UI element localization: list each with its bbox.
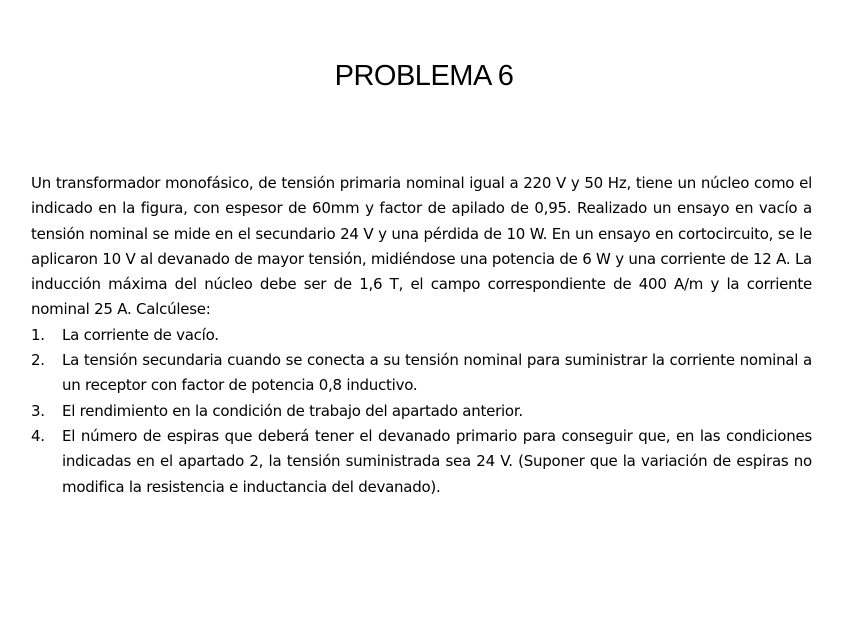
question-text: La tensión secundaria cuando se conecta a su tensión nominal para suministrar la corriente nominal a un receptor con factor de potencia 0,8 inductivo. [62,351,812,395]
problem-body [31,171,812,500]
problem-statement: Un transformador monofásico, de tensión primaria nominal igual a 220 V y 50 Hz, tiene un núcleo como el indicado en la figura, con espesor de 60mm y factor de apilado de 0,95. Realizado un ensayo en vacío a tensión nominal se mide en el secundario 24 V y una pérdida de 10 W. En un ensayo en cortocircuito, se le aplicaron 10 V al devanado de mayor tensión, midiéndose una potencia de 6 W y una corriente de 12 A. La inducción máxima del núcleo debe ser de 1,6 T, el campo correspondiente de 400 A/m y la corriente nominal 25 A. Calcúlese: [31,174,812,319]
question-number: 2. [31,351,45,370]
question-number: 3. [31,401,45,420]
question-text: La corriente de vacío. [62,325,219,344]
question-list [31,323,812,500]
question-text: El rendimiento en la condición de trabajo del apartado anterior. [62,401,523,420]
question-item [31,424,812,500]
question-item [31,323,812,348]
question-text: El número de espiras que deberá tener el devanado primario para conseguir que, en las condiciones indicadas en el apartado 2, la tensión suministrada sea 24 V. (Suponer que la variación de espiras no modifica la resistencia e inductancia del devanado). [62,426,812,496]
page-title: PROBLEMA 6 [334,60,514,92]
question-number: 4. [31,426,45,445]
question-item [31,399,812,424]
question-item [31,348,812,399]
question-number: 1. [31,325,45,344]
